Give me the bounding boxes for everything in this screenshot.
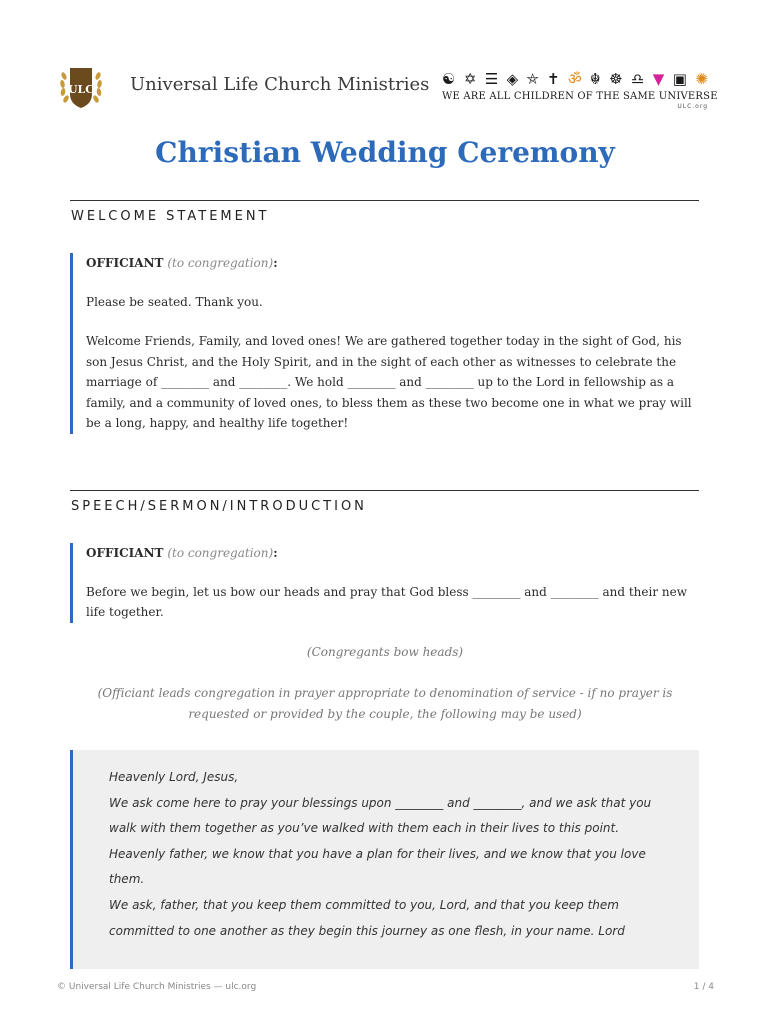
welcome-line-1: Please be seated. Thank you.: [86, 294, 263, 309]
prayer-line-2: We ask come here to pray your blessings upon ________ and ________, and we ask that you walk with them together as you’ve walked with them each in their lives to this point.: [109, 795, 652, 836]
faith-symbols: [442, 70, 718, 114]
speaker-label: OFFICIANT: [86, 256, 164, 270]
section-divider: [70, 490, 699, 491]
speech-block: [70, 543, 703, 623]
ulc-logo-icon: [58, 64, 104, 110]
svg-text:ULC: ULC: [67, 83, 95, 96]
page-header: [58, 64, 718, 112]
colon: :: [273, 546, 278, 560]
ulc-icon: ▣: [672, 70, 687, 88]
pentagram-icon: ⛤: [526, 70, 539, 88]
page-number: 1 / 4: [693, 982, 714, 992]
speaker-line: [73, 253, 703, 274]
prayer-line-3: Heavenly father, we know that you have a plan for their lives, and we know that you love them.: [109, 846, 646, 887]
balance-icon: ♎: [630, 70, 645, 88]
latin-cross-icon: ✝: [547, 70, 560, 88]
dharma-icon: ☸: [609, 70, 623, 88]
stage-direction: (to congregation): [167, 256, 274, 270]
speech-line: Before we begin, let us bow our heads and pray that God bless ________ and ________ and their new life together.: [86, 584, 687, 619]
footer-copyright: © Universal Life Church Ministries — ulc.org: [57, 982, 257, 992]
section-heading-speech: SPEECH/SERMON/INTRODUCTION: [71, 499, 367, 514]
org-name: Universal Life Church Ministries: [130, 74, 430, 95]
pink-triangle-icon: ▼: [652, 70, 665, 88]
taoism-icon: ☰: [484, 70, 499, 88]
section-divider: [70, 200, 699, 201]
note-bow-heads: (Congregants bow heads): [306, 645, 464, 659]
colon: :: [273, 256, 278, 270]
note-prayer-instructions: (Officiant leads congregation in prayer appropriate to denomination of service - if no prayer is requested or provided by the couple, the following may be used): [97, 686, 673, 721]
om-icon: ॐ: [567, 70, 582, 88]
bahai-star-icon: ✡: [463, 70, 477, 88]
prayer-block: [70, 750, 699, 969]
welcome-line-2: Welcome Friends, Family, and loved ones! We are gathered together today in the sight of God, his son Jesus Christ, and the Holy Spirit, and in the sight of each other as witnesses to celebrate the marriage of ________ and ________. We hold ________ and ________ up to the Lord in fellowship as a family, and a community of loved ones, to bless them as these two become one in what we pray will be a long, happy, and healthy life together!: [86, 334, 692, 430]
speaker-label: OFFICIANT: [86, 546, 164, 560]
section-heading-welcome: WELCOME STATEMENT: [71, 209, 270, 224]
welcome-block: [70, 253, 703, 434]
motto-sub: ULC.org: [677, 103, 708, 110]
document-title: Christian Wedding Ceremony: [155, 136, 615, 169]
khanda-icon: ☬: [590, 70, 601, 88]
motto: WE ARE ALL CHILDREN OF THE SAME UNIVERSE: [442, 91, 718, 102]
cao-dai-icon: ◈: [506, 70, 519, 88]
prayer-line-4: We ask, father, that you keep them committed to you, Lord, and that you keep them committed to one another as they begin this journey as one flesh, in your name. Lord: [109, 897, 625, 938]
sun-icon: ✺: [695, 70, 708, 88]
yin-yang-icon: ☯: [442, 70, 456, 88]
stage-direction: (to congregation): [167, 546, 274, 560]
speaker-line: [73, 543, 703, 564]
prayer-line-1: Heavenly Lord, Jesus,: [109, 770, 239, 784]
